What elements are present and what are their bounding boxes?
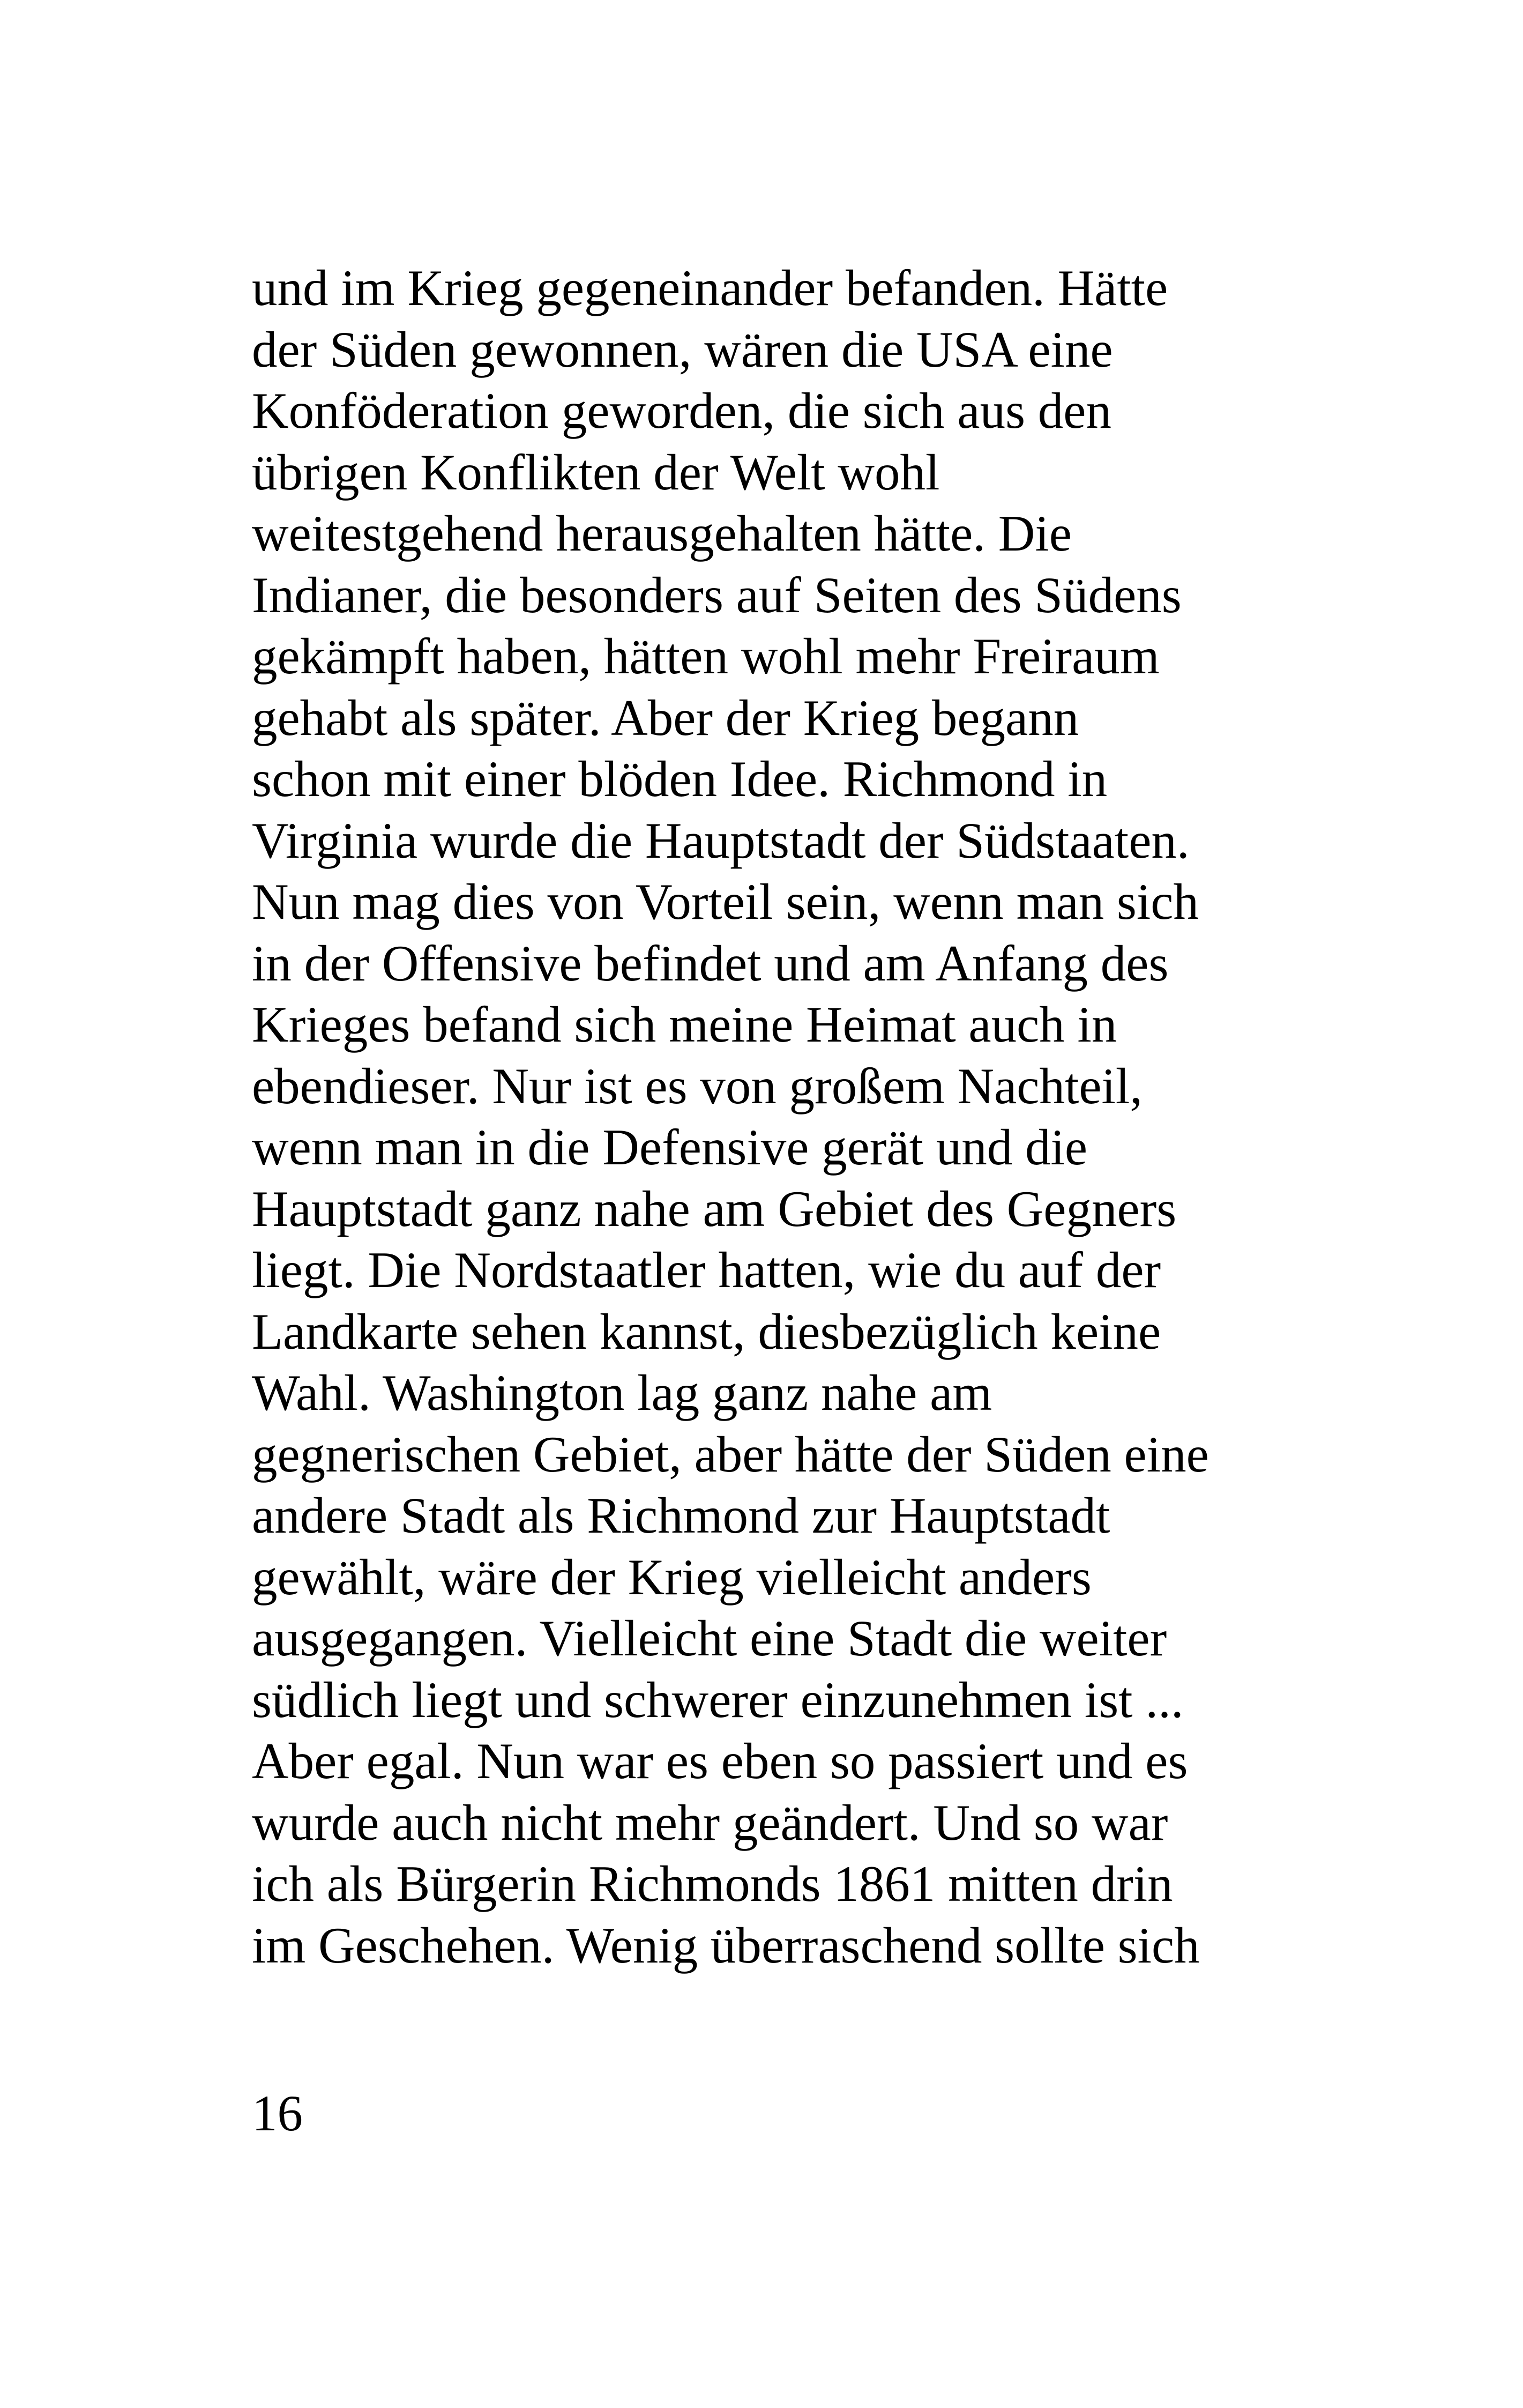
text-line: andere Stadt als Richmond zur Hauptstadt (252, 1487, 1110, 1544)
text-line: ebendieser. Nur ist es von großem Nachteil, (252, 1057, 1143, 1114)
text-line: gewählt, wäre der Krieg vielleicht anders (252, 1548, 1092, 1606)
page-number: 16 (252, 2085, 303, 2142)
text-line: gekämpft haben, hätten wohl mehr Freiraum (252, 628, 1160, 685)
text-line: gehabt als später. Aber der Krieg begann (252, 689, 1079, 746)
text-line: Virginia wurde die Hauptstadt der Südstaaten. (252, 812, 1190, 869)
text-line: wenn man in die Defensive gerät und die (252, 1119, 1088, 1176)
text-line: ich als Bürgerin Richmonds 1861 mitten drin (252, 1855, 1173, 1912)
text-line: in der Offensive befindet und am Anfang des (252, 934, 1169, 992)
text-line: Nun mag dies von Vorteil sein, wenn man sich (252, 873, 1199, 930)
text-line: übrigen Konflikten der Welt wohl (252, 443, 940, 501)
text-line: Konföderation geworden, die sich aus den (252, 382, 1111, 439)
text-line: ausgegangen. Vielleicht eine Stadt die weiter (252, 1610, 1167, 1667)
text-line: der Süden gewonnen, wären die USA eine (252, 321, 1113, 378)
text-line: schon mit einer blöden Idee. Richmond in (252, 750, 1108, 807)
text-line: im Geschehen. Wenig überraschend sollte sich (252, 1916, 1200, 1974)
text-line: Hauptstadt ganz nahe am Gebiet des Gegners (252, 1180, 1177, 1237)
text-line: gegnerischen Gebiet, aber hätte der Süden eine (252, 1425, 1209, 1483)
text-line: und im Krieg gegeneinander befanden. Hätte (252, 259, 1168, 316)
body-text (252, 257, 1324, 1976)
text-line: Krieges befand sich meine Heimat auch in (252, 996, 1117, 1053)
text-line: Aber egal. Nun war es eben so passiert und es (252, 1733, 1188, 1789)
text-line: südlich liegt und schwerer einzunehmen ist ... (252, 1671, 1184, 1728)
text-line: weitestgehend herausgehalten hätte. Die (252, 505, 1072, 562)
text-line: Wahl. Washington lag ganz nahe am (252, 1364, 992, 1421)
text-line: wurde auch nicht mehr geändert. Und so war (252, 1794, 1168, 1851)
text-line: Landkarte sehen kannst, diesbezüglich keine (252, 1303, 1161, 1360)
text-line: Indianer, die besonders auf Seiten des Südens (252, 566, 1182, 623)
text-line: liegt. Die Nordstaatler hatten, wie du auf der (252, 1242, 1161, 1298)
